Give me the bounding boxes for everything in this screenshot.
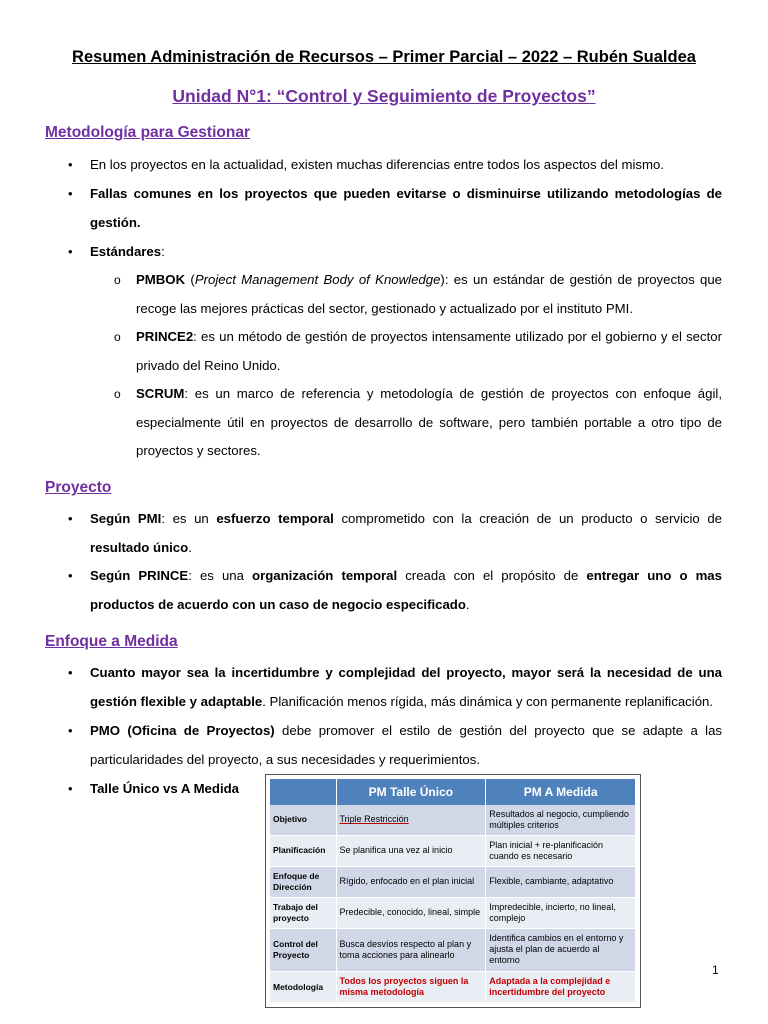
table-row [270,835,636,866]
table-row-label: Control del Proyecto [270,928,336,972]
bullet-segun-prince: • Según PRINCE: es una organización temporal creada con el propósito de entregar uno o mas productos de acuerdo con un caso de negocio especificado. [90,562,722,619]
table-cell: Predecible, conocido, lineal, simple [336,897,486,928]
table-row [270,972,636,1003]
table-row-label: Metodología [270,972,336,1003]
table-row-label: Planificación [270,835,336,866]
table-header-cell: PM Talle Único [336,779,486,805]
page-number: 1 [712,963,719,977]
sub-pmbok: o PMBOK (Project Management Body of Knowledge): es un estándar de gestión de proyectos que recoge las mejores prácticas del sector, gestionado y actualizado por el instituto PMI. [136,266,722,323]
table-cell: Se planifica una vez al inicio [336,835,486,866]
bullet-talle-unico: • Talle Único vs A Medida [90,775,250,804]
bullet-pmo: • PMO (Oficina de Proyectos) debe promover el estilo de gestión del proyecto que se adapte a las particularidades del proyecto, a sus necesidades y requerimientos. [90,717,722,774]
table-row [270,805,636,835]
document-title: Resumen Administración de Recursos – Primer Parcial – 2022 – Rubén Sualdea [72,48,696,66]
table-row-label: Objetivo [270,805,336,835]
table-cell: Busca desvíos respecto al plan y toma acciones para alinearlo [336,928,486,972]
sub-scrum: o SCRUM: es un marco de referencia y metodología de gestión de proyectos con enfoque ágil, especialmente útil en proyectos de desarrollo de software, pero también portable a otro tipo de proyectos y sectores. [136,380,722,466]
table-cell: Resultados al negocio, cumpliendo múltiples criterios [486,805,636,835]
bullet-estandares: • Estándares: [90,238,722,267]
table-row-label: Trabajo del proyecto [270,897,336,928]
table-row [270,897,636,928]
table-cell: Plan inicial + re-planificación cuando es necesario [486,835,636,866]
bullet-diferencias: • En los proyectos en la actualidad, existen muchas diferencias entre todos los aspectos del mismo. [90,151,722,180]
section-heading-metodologia: Metodología para Gestionar [45,124,250,141]
table-row [270,866,636,897]
bullet-incertidumbre: • Cuanto mayor sea la incertidumbre y complejidad del proyecto, mayor será la necesidad de una gestión flexible y adaptable. Planificación menos rígida, más dinámica y con permanente replanificación. [90,659,722,716]
table-cell: Triple Restricción [336,805,486,835]
comparison-table [265,774,641,1008]
section-heading-enfoque: Enfoque a Medida [45,633,178,650]
bullet-fallas: • Fallas comunes en los proyectos que pueden evitarse o disminuirse utilizando metodologías de gestión. [90,180,722,237]
table-row [270,928,636,972]
table-cell: Identifica cambios en el entorno y ajusta el plan de acuerdo al entorno [486,928,636,972]
table-cell: Todos los proyectos siguen la misma metodología [336,972,486,1003]
table-header-row [270,779,636,805]
table-cell: Rígido, enfocado en el plan inicial [336,866,486,897]
table-header-cell: PM A Medida [486,779,636,805]
table-cell: Flexible, cambiante, adaptativo [486,866,636,897]
table-header-cell [270,779,336,805]
table-cell: Adaptada a la complejidad e incertidumbre del proyecto [486,972,636,1003]
table-cell: Impredecible, incierto, no lineal, complejo [486,897,636,928]
bullet-segun-pmi: • Según PMI: es un esfuerzo temporal comprometido con la creación de un producto o servicio de resultado único. [90,505,722,562]
section-heading-proyecto: Proyecto [45,479,112,496]
sub-prince2: o PRINCE2: es un método de gestión de proyectos intensamente utilizado por el gobierno y el sector privado del Reino Unido. [136,323,722,380]
unit-title: Unidad N°1: “Control y Seguimiento de Proyectos” [172,86,596,106]
table-row-label: Enfoque de Dirección [270,866,336,897]
